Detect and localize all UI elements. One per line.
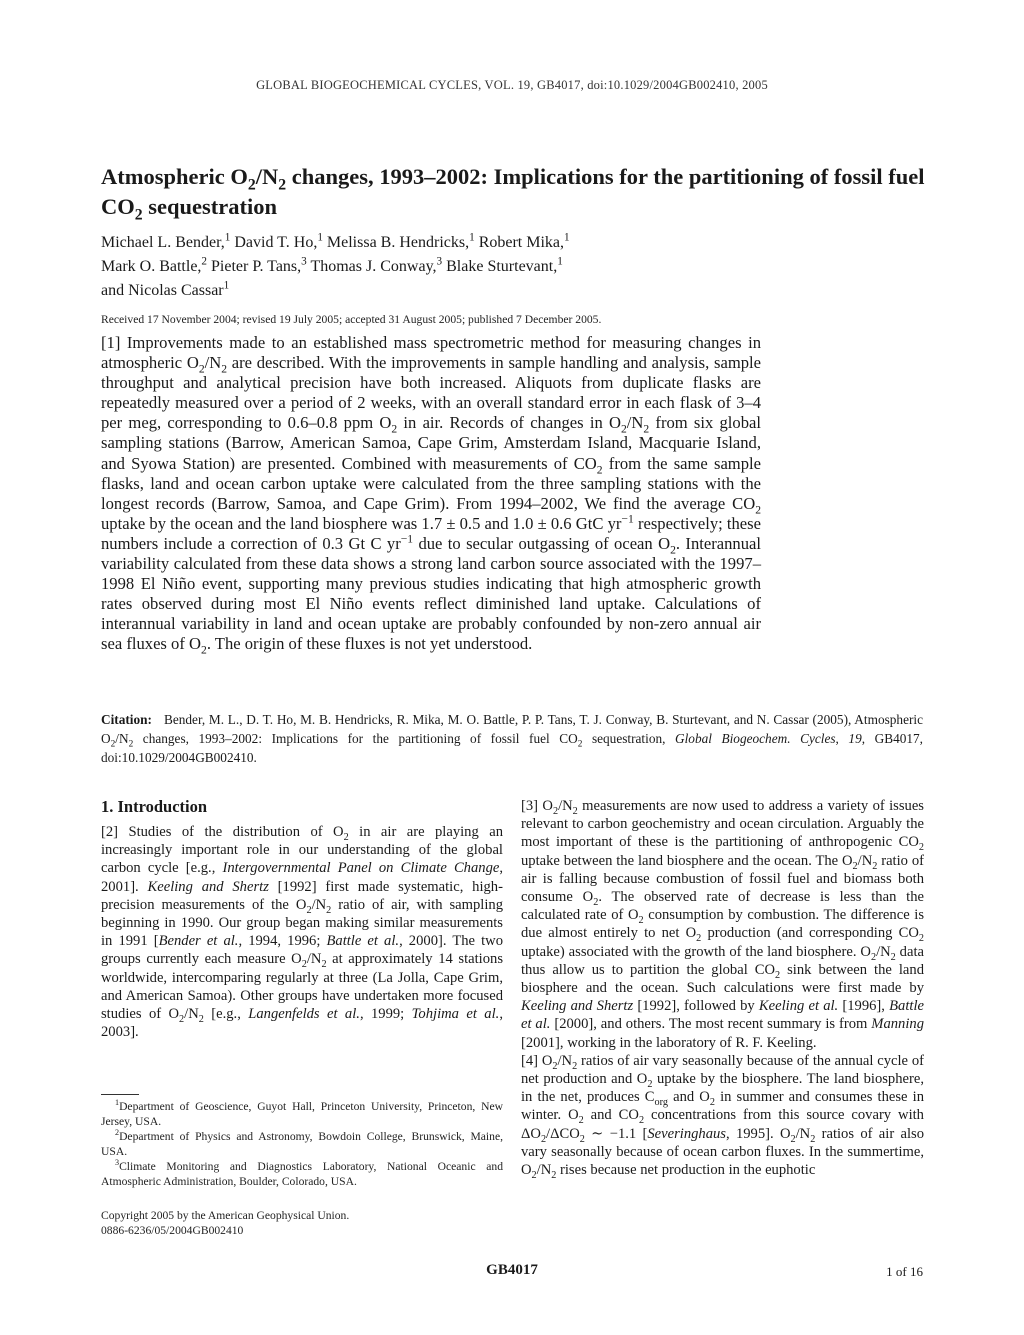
paragraph-4: [4] $O_2/N_2$ ratios of air vary seasonally because of the annual cycle of net production and $O_2$ uptake by the biosphere. The land biosphere, in the net, produces $C_{org}$ and $O_2$ in summer and consumes these in winter. $O_2$ and $CO_2$ concentrations from this source covary with $\Delta O_2/\Delta CO_2$ ∼ −1.1 [Severinghaus, 1995]. $O_2/N_2$ ratios of air also vary seasonally because of ocean carbon fluxes. In the summertime, $O_2/N_2$ rises because net production in the euphotic xyxy=(521,1052,925,1181)
citation-label: Citation: xyxy=(101,712,152,727)
article-id-footer: GB4017 xyxy=(486,1262,538,1278)
copyright-line: Copyright 2005 by the American Geophysical Union. xyxy=(101,1209,350,1222)
left-column xyxy=(101,823,503,1041)
issn-line: 0886-6236/05/2004GB002410 xyxy=(101,1223,244,1237)
paragraph-3: [3] $O_2/N_2$ measurements are now used to address a variety of issues relevant to carbon geochemistry and ocean circulation. Arguably the most important of these is the partitioning of anthropogenic $CO_2$ uptake between the land biosphere and the ocean. The $O_2/N_2$ ratio of air is falling because combustion of fossil fuel and biomass both consume $O_2$. The observed rate of decrease is less than the calculated rate of $O_2$ consumption by combustion. The difference is due almost entirely to net $O_2$ production (and corresponding $CO_2$ uptake) associated with the growth of the land biosphere. $O_2/N_2$ data thus allow us to partition the global $CO_2$ sink between the land biosphere and the ocean. Such calculations were first made by Keeling and Shertz [1992], followed by Keeling et al. [1996], Battle et al. [2000], and others. The most recent summary is from Manning [2001], working in the laboratory of R. F. Keeling. xyxy=(521,798,924,1051)
footnote-affiliation: $^3$Climate Monitoring and Diagnostics Laboratory, National Oceanic and Atmospheric Administration, Boulder, Colorado, USA. xyxy=(101,1158,503,1188)
right-column xyxy=(521,797,924,1179)
author-list: Michael L. Bender,$^1$ David T. Ho,$^1$ Melissa B. Hendricks,$^1$ Robert Mika,$^1$ Mark O. Battle,$^2$ Pieter P. Tans,$^3$ Thomas J. Conway,$^3$ Blake Sturtevant,$^1$ and Nicolas Cassar$^1$ xyxy=(101,231,570,299)
page-number: 1 of 16 xyxy=(886,1264,923,1279)
paper-title: Atmospheric $O_2/N_2$ changes, 1993–2002: Implications for the partitioning of fossil fuel $CO_2$ sequestration xyxy=(101,164,925,224)
abstract: [1] Improvements made to an established mass spectrometric method for measuring changes in atmospheric $O_2/N_2$ are described. With the improvements in sample handling and analysis, sample throughput and analytical precision have both increased. Aliquots from duplicate flasks are repeatedly measured over a period of 2 weeks, with an overall standard error in each flask of 3–4 per meg, corresponding to 0.6–0.8 ppm $O_2$ in air. Records of changes in $O_2/N_2$ from six global sampling stations (Barrow, American Samoa, Cape Grim, Amsterdam Island, Macquarie Island, and Syowa Station) are presented. Combined with measurements of $CO_2$ from the same sample flasks, land and ocean carbon uptake were calculated from the three sampling stations with the longest records (Barrow, Samoa, and Cape Grim). From 1994–2002, We find the average $CO_2$ uptake by the ocean and the land biosphere was 1.7 ± 0.5 and 1.0 ± 0.6 GtC $yr^{-1}$ respectively; these numbers include a correction of 0.3 Gt C $yr^{-1}$ due to secular outgassing of ocean $O_2$. Interannual variability calculated from these data shows a strong land carbon source associated with the 1997–1998 El Niño event, supporting many previous studies indicating that high atmospheric growth rates observed during most El Niño events reflect diminished land uptake. Calculations of interannual variability in land and ocean uptake are probably confounded by non-zero annual air sea fluxes of $O_2$. The origin of these fluxes is not yet understood. xyxy=(101,333,761,657)
footnote-affiliation: $^2$Department of Physics and Astronomy, Bowdoin College, Brunswick, Maine, USA. xyxy=(101,1128,503,1158)
citation-text: Bender, M. L., D. T. Ho, M. B. Hendricks, R. Mika, M. O. Battle, P. P. Tans, T. J. Conway, B. Sturtevant, and N. Cassar (2005), Atmospheric $O_2/N_2$ changes, 1993–2002: Implications for the partitioning of fossil fuel $CO_2$ sequestration, Global Biogeochem. Cycles, 19, GB4017, doi:10.1029/2004GB002410. xyxy=(101,712,923,765)
citation xyxy=(101,710,923,767)
footnote-divider xyxy=(101,1094,139,1095)
running-head: GLOBAL BIOGEOCHEMICAL CYCLES, VOL. 19, GB4017, doi:10.1029/2004GB002410, 2005 xyxy=(256,78,768,92)
received-dates: Received 17 November 2004; revised 19 July 2005; accepted 31 August 2005; published 7 December 2005. xyxy=(101,313,602,326)
footnotes xyxy=(101,1099,503,1189)
copyright-notice xyxy=(101,1209,503,1238)
footnote-affiliation: $^1$Department of Geoscience, Guyot Hall, Princeton University, Princeton, New Jersey, USA. xyxy=(101,1098,503,1128)
section-heading-introduction: 1. Introduction xyxy=(101,797,208,816)
paragraph-2: [2] Studies of the distribution of $O_2$ in air are playing an increasingly important role in our understanding of the global carbon cycle [e.g., Intergovernmental Panel on Climate Change, 2001]. Keeling and Shertz [1992] first made systematic, high-precision measurements of the $O_2/N_2$ ratio of air, with sampling beginning in 1990. Our group began making similar measurements in 1991 [Bender et al., 1994, 1996; Battle et al., 2000]. The two groups currently each measure $O_2/N_2$ at approximately 14 stations worldwide, intercomparing regularly at three (La Jolla, Cape Grim, and American Samoa). Other groups have undertaken more focused studies of $O_2/N_2$ [e.g., Langenfelds et al., 1999; Tohjima et al., 2003]. xyxy=(101,824,504,1041)
